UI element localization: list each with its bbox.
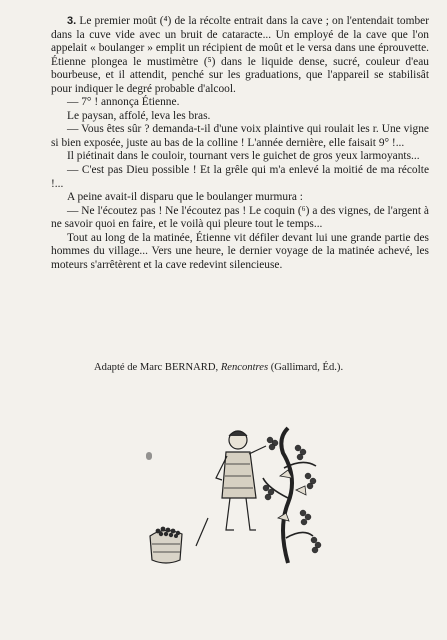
credit-separator: , [215, 362, 221, 373]
paragraph-7: A peine avait-il disparu que le boulanger murmura : [67, 191, 303, 204]
grape-harvester-illustration [138, 418, 338, 568]
excerpt-number: 3. [67, 15, 77, 27]
credit-author: Marc BERNARD [139, 362, 216, 373]
credit-prefix: Adapté de [94, 362, 140, 373]
paragraph-8: — Ne l'écoutez pas ! Ne l'écoutez pas ! Le coquin (⁶) a des vignes, de l'argent à ne savoir quoi en faire, et le voilà qui pleure tout le temps... [51, 204, 429, 231]
paragraph-6: — C'est pas Dieu possible ! Et la grêle qui m'a enlevé la moitié de ma récolte !... [51, 164, 429, 190]
paragraph-2: — 7° ! annonça Étienne. [67, 96, 180, 109]
paragraph-5: Il piétinait dans le couloir, tournant vers le guichet de gros yeux larmoyants... [67, 150, 420, 163]
credit-suffix: (Gallimard, Éd.). [268, 362, 344, 373]
paragraph-1-text: Le premier moût (⁴) de la récolte entrait dans la cave ; on l'entendait tomber dans la cuve vide avec un bruit de cataracte... Un employé de la cave que l'on appelait « boulanger » emplit un récipient de moût et le versa dans une éprouvette. Étienne plongea le mustimètre (⁵) dans le liquide dense, sucré, couleur d'eau bourbeuse, et il attendit, penché sur les graduations, que l'appareil se stabilisât pour indiquer le degré probable d'alcool. [51, 15, 429, 95]
credit-work: Rencontres [220, 362, 269, 373]
paragraph-4: — Vous êtes sûr ? demanda-t-il d'une voix plaintive qui roulait les r. Une vigne si bien exposée, juste au bas de la colline ! L'année dernière, elle faisait 9° !... [51, 123, 429, 149]
source-credit [94, 362, 429, 373]
paragraph-9: Tout au long de la matinée, Étienne vit défiler devant lui une grande partie des hommes du village... Vers une heure, le dernier voyage de la matinée achevé, les moteurs s'arrêtèrent et la cave redevint silencieuse. [51, 231, 429, 271]
harvester-figure [196, 431, 266, 546]
grape-basket [150, 527, 182, 563]
grapevine [263, 428, 321, 563]
paragraph-3: Le paysan, affolé, leva les bras. [67, 109, 211, 122]
paragraph-1 [51, 15, 429, 96]
excerpt-text [51, 15, 429, 272]
